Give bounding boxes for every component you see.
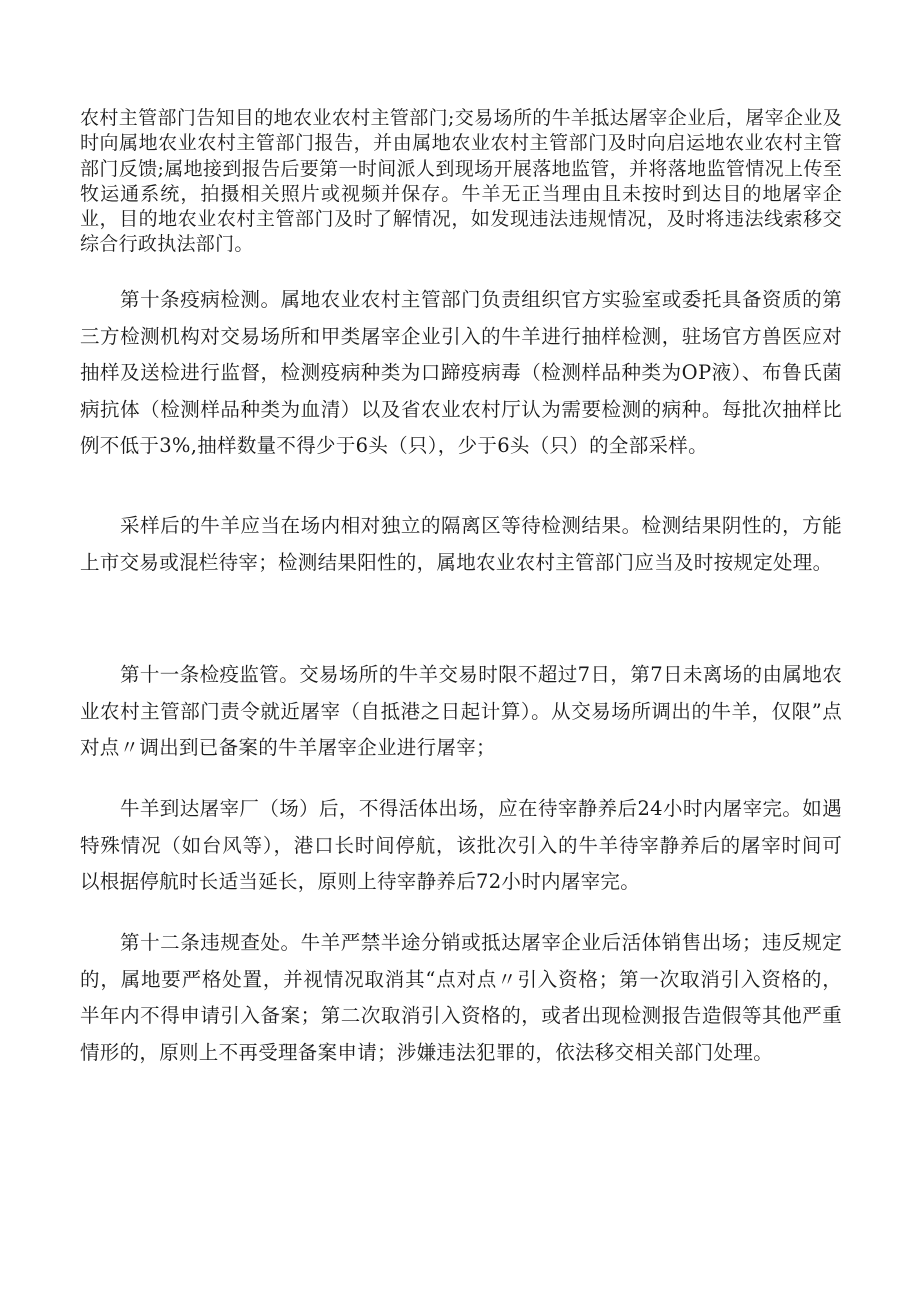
paragraph-article-10-disease-testing: 第十条疫病检测。属地农业农村主管部门负责组织官方实验室或委托具备资质的第三方检测机构对交易场所和甲类屠宰企业引入的牛羊进行抽样检测，驻场官方兽医应对抽样及送检进行监督，检测疫病种类为口蹄疫病毒（检测样品种类为OP液）、布鲁氏菌病抗体（检测样品种类为血清）以及省农业农村厅认为需要检测的病种。每批次抽样比例不低于3%,抽样数量不得少于6头（只），少于6头（只）的全部采样。 [80, 288, 842, 457]
paragraph-transport-supervision: 农村主管部门告知目的地农业农村主管部门;交易场所的牛羊抵达屠宰企业后，屠宰企业及时向属地农业农村主管部门报告，并由属地农业农村主管部门及时向启运地农业农村主管部门反馈;属地接到报告后要第一时间派人到现场开展落地监管，并将落地监管情况上传至牧运通系统，拍摄相关照片或视频并保存。牛羊无正当理由且未按时到达目的地屠宰企业，目的地农业农村主管部门及时了解情况，如发现违法违规情况，及时将违法线索移交综合行政执法部门。 [80, 107, 842, 256]
paragraph-sampling-isolation: 采样后的牛羊应当在场内相对独立的隔离区等待检测结果。检测结果阴性的，方能上市交易或混栏待宰；检测结果阳性的，属地农业农村主管部门应当及时按规定处理。 [80, 514, 842, 574]
paragraph-article-12-violations: 第十二条违规查处。牛羊严禁半途分销或抵达屠宰企业后活体销售出场；违反规定的，属地要严格处置，并视情况取消其“点对点〃引入资格；第一次取消引入资格的，半年内不得申请引入备案；第二次取消引入资格的，或者出现检测报告造假等其他严重情形的，原则上不再受理备案申请；涉嫌违法犯罪的，依法移交相关部门处理。 [80, 931, 842, 1064]
paragraph-article-11-quarantine: 第十一条检疫监管。交易场所的牛羊交易时限不超过7日，第7日未离场的由属地农业农村主管部门责令就近屠宰（自抵港之日起计算）。从交易场所调出的牛羊，仅限”点对点〃调出到已备案的牛羊屠宰企业进行屠宰； [80, 663, 842, 759]
paragraph-slaughter-timing: 牛羊到达屠宰厂（场）后，不得活体出场，应在待宰静养后24小时内屠宰完。如遇特殊情况（如台风等），港口长时间停航，该批次引入的牛羊待宰静养后的屠宰时间可以根据停航时长适当延长，原则上待宰静养后72小时内屠宰完。 [80, 797, 842, 893]
